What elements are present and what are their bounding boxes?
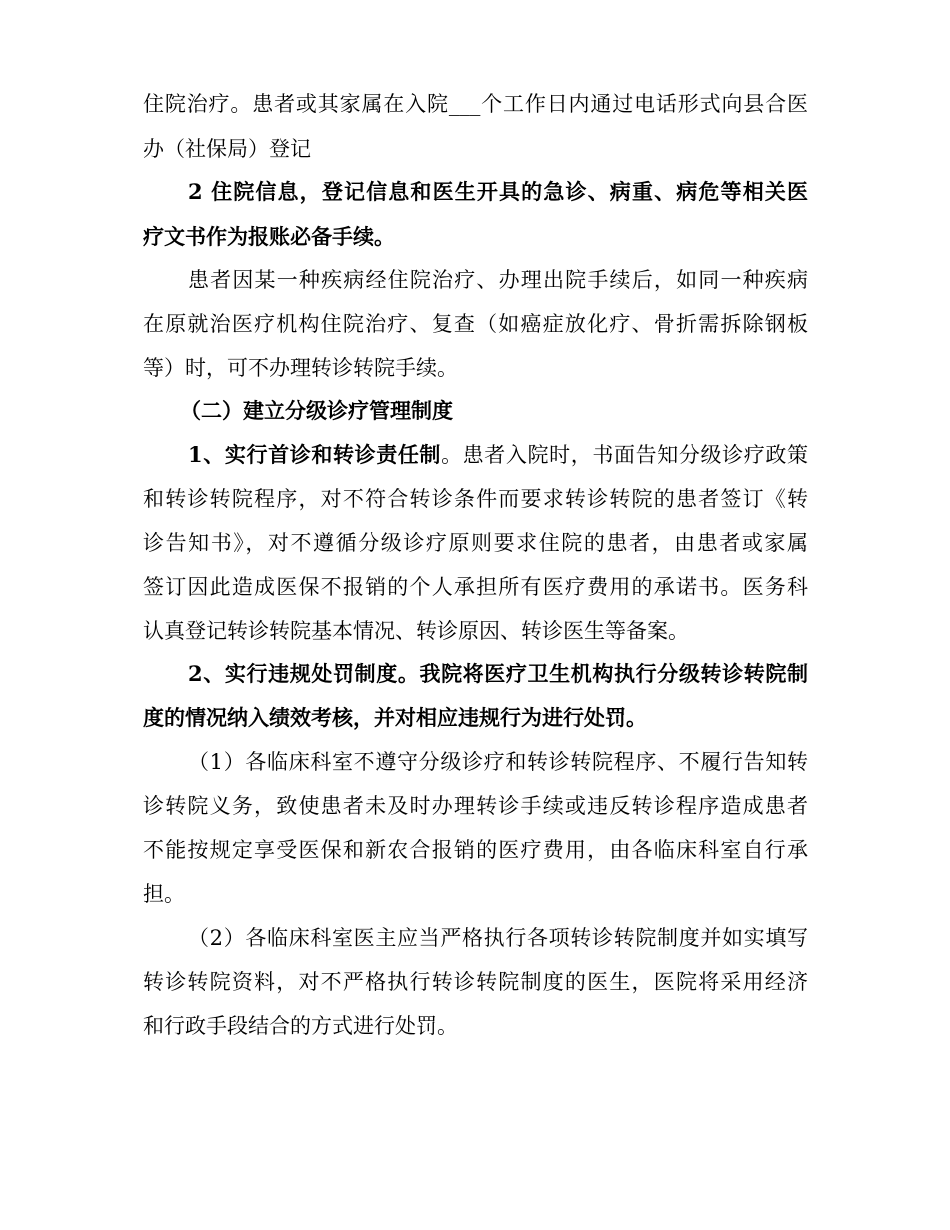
line-text: 等）时，可不办理转诊转院手续。 (143, 356, 458, 380)
section-heading-line (188, 659, 808, 689)
subsection-heading (180, 396, 453, 426)
line-text: 签订因此造成医保不报销的个人承担所有医疗费用的承诺书。医务科 (143, 575, 808, 599)
paragraph-line (188, 265, 808, 295)
paragraph-line (143, 967, 808, 997)
paragraph-line (143, 484, 808, 514)
line-text: 2、实行违规处罚制度。我院将医疗卫生机构执行分级转诊转院制 (188, 661, 808, 686)
line-text: 在原就治医疗机构住院治疗、复查（如癌症放化疗、骨折需拆除钢板 (143, 312, 808, 336)
line-text: 办（社保局）登记 (143, 137, 311, 161)
paragraph-line (143, 353, 458, 383)
line-text (188, 440, 808, 470)
line-text: （二）建立分级诊疗管理制度 (180, 398, 453, 423)
section-heading-line (143, 222, 395, 252)
paragraph-line (188, 440, 808, 470)
line-text: 和行政手段结合的方式进行处罚。 (143, 1014, 458, 1038)
line-text: 诊告知书》，对不遵循分级诊疗原则要求住院的患者，由患者或家属 (143, 531, 808, 555)
paragraph-line (143, 791, 808, 821)
lead-in-rest: 。患者入院时，书面告知分级诊疗政策 (441, 443, 808, 467)
line-text: （1）各临床科室不遵守分级诊疗和转诊转院程序、不履行告知转 (188, 750, 808, 774)
paragraph-line (143, 89, 808, 119)
line-text: 疗文书作为报账必备手续。 (143, 224, 395, 249)
line-text: 不能按规定享受医保和新农合报销的医疗费用，由各临床科室自行承 (143, 838, 808, 862)
section-heading-line (188, 177, 808, 207)
line-text: 住院治疗。患者或其家属在入院___个工作日内通过电话形式向县合医 (143, 92, 808, 116)
line-text: 度的情况纳入绩效考核，并对相应违规行为进行处罚。 (143, 705, 647, 730)
paragraph-line (143, 879, 185, 909)
line-text: 转诊转院资料，对不严格执行转诊转院制度的医生，医院将采用经济 (143, 970, 808, 994)
paragraph-line (143, 1011, 458, 1041)
paragraph-line (188, 923, 808, 953)
paragraph-line (143, 528, 808, 558)
line-text: 诊转院义务，致使患者未及时办理转诊手续或违反转诊程序造成患者 (143, 794, 808, 818)
line-text: 认真登记转诊转院基本情况、转诊原因、转诊医生等备案。 (143, 619, 689, 643)
lead-in-bold: 1、实行首诊和转诊责任制 (188, 442, 442, 467)
line-text: 2 住院信息，登记信息和医生开具的急诊、病重、病危等相关医 (188, 179, 808, 204)
line-text: 担。 (143, 882, 185, 906)
paragraph-line (143, 835, 808, 865)
line-text: 患者因某一种疾病经住院治疗、办理出院手续后，如同一种疾病 (188, 268, 808, 292)
paragraph-line (143, 572, 808, 602)
paragraph-line (143, 616, 689, 646)
line-text: 和转诊转院程序，对不符合转诊条件而要求转诊转院的患者签订《转 (143, 487, 808, 511)
paragraph-line (143, 134, 311, 164)
paragraph-line (188, 747, 808, 777)
section-heading-line (143, 703, 647, 733)
line-text: （2）各临床科室医主应当严格执行各项转诊转院制度并如实填写 (188, 926, 808, 950)
paragraph-line (143, 309, 808, 339)
